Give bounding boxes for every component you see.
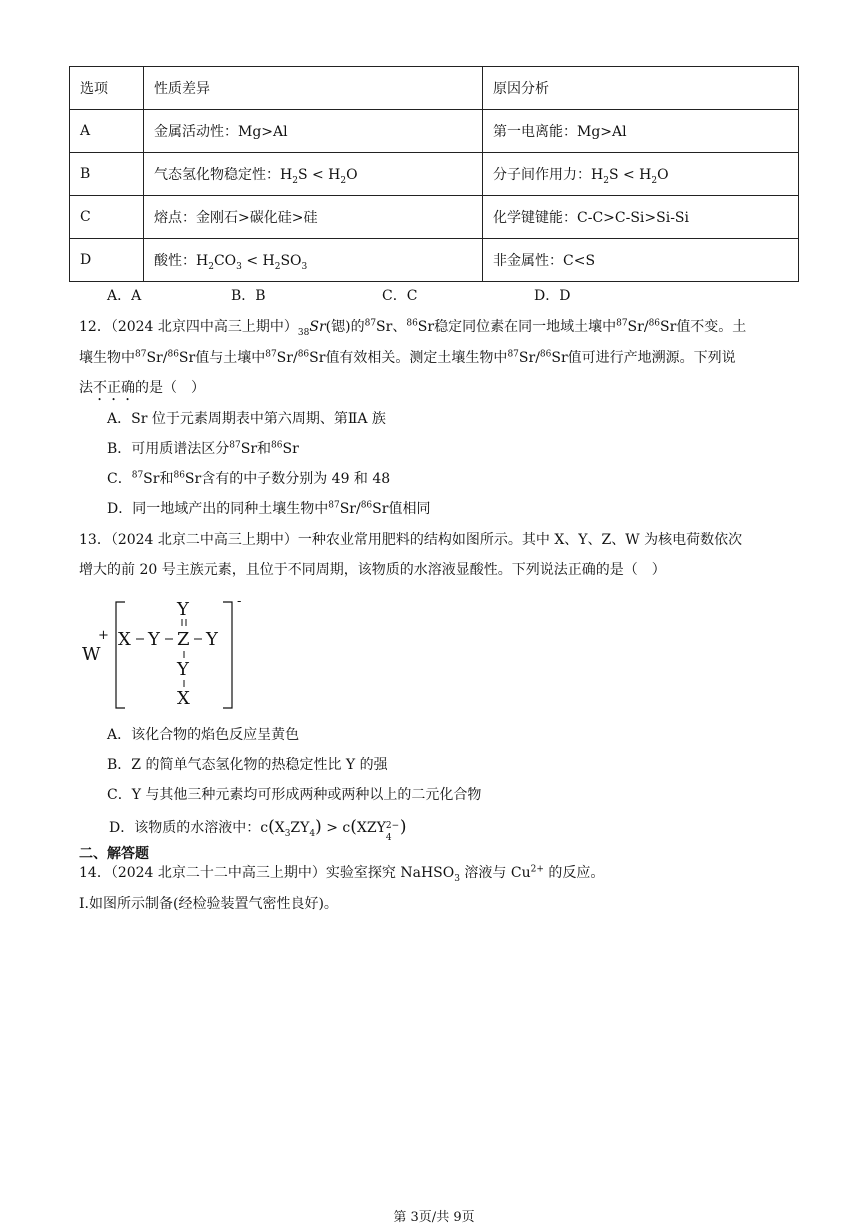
table-cell-property: 气态氢化物稳定性：$H_2S < H_2O$ — [144, 153, 483, 196]
atom-x-bottom: X — [177, 688, 190, 709]
q13-stem-line2: 增大的前 20 号主族元素，且位于不同周期，该物质的水溶液显酸性。下列说法正确的是（ ） — [79, 562, 666, 578]
table-cell-property: 熔点：金刚石>碳化硅>硅 — [144, 196, 483, 239]
table-cell-option: B — [70, 153, 144, 196]
q13-option-c: C．Y 与其他三种元素均可形成两种或两种以上的二元化合物 — [107, 787, 482, 803]
q12-option-b: B．可用质谱法区分$^{87}$Sr和$^{86}$Sr — [107, 440, 299, 457]
q11-choice-d: D．D — [534, 288, 571, 304]
table-cell-property: 酸性：$H_2CO_3 < H_2SO_3$ — [144, 239, 483, 282]
q12-stem-line3: 法不正确的是（ ） — [79, 380, 205, 396]
cation-charge: + — [98, 628, 109, 643]
anion-charge: - — [237, 594, 242, 609]
q14-stem-line1: 14．（2024 北京二十二中高三上期中）实验室探究 NaHSO$_3$ 溶液与 $Cu^{2+}$ 的反应。 — [79, 864, 605, 884]
bracket-lines — [80, 598, 260, 713]
atom-w: W — [82, 644, 101, 665]
table-header-row — [70, 67, 799, 110]
table-row — [70, 196, 799, 239]
table-cell-option: D — [70, 239, 144, 282]
atom-z: Z — [177, 629, 190, 650]
q11-choice-b: B．B — [231, 288, 266, 304]
q11-choice-c: C．C — [382, 288, 418, 304]
q12-option-d: D．同一地域产出的同种土壤生物中$^{87}$Sr/$^{86}$Sr值相同 — [107, 500, 431, 517]
table-cell-option: A — [70, 110, 144, 153]
table-cell-property: 金属活动性：Mg>Al — [144, 110, 483, 153]
table-header-cell: 性质差异 — [144, 67, 483, 110]
atom-y-right: Y — [206, 629, 218, 650]
table-cell-reason: 非金属性：C<S — [483, 239, 799, 282]
q13-option-b: B．Z 的简单气态氢化物的热稳定性比 Y 的强 — [107, 757, 388, 773]
atom-y-bottom: Y — [177, 659, 189, 680]
table-cell-reason: 分子间作用力：$H_2S < H_2O$ — [483, 153, 799, 196]
table-cell-reason: 第一电离能：Mg>Al — [483, 110, 799, 153]
molecular-structure-diagram — [80, 594, 260, 713]
table-header-cell: 选项 — [70, 67, 144, 110]
table-cell-option: C — [70, 196, 144, 239]
q12-option-c: C．$^{87}$Sr和$^{86}$Sr含有的中子数分别为 49 和 48 — [107, 470, 391, 487]
table-header-cell: 原因分析 — [483, 67, 799, 110]
section-heading: 二、解答题 — [79, 846, 149, 862]
q11-choice-a: A．A — [107, 288, 142, 304]
q13-stem-line1: 13．（2024 北京二中高三上期中）一种农业常用肥料的结构如图所示。其中 X、Y、Z、W 为核电荷数依次 — [79, 532, 743, 548]
property-comparison-table — [69, 66, 799, 282]
atom-x-left: X — [118, 629, 131, 650]
atom-y-left: Y — [148, 629, 160, 650]
q12-stem-line1: 12．（2024 北京四中高三上期中）$_{38}Sr$(锶)的$^{87}$Sr、$^{86}$Sr稳定同位素在同一地域土壤中$^{87}$Sr/$^{86}$Sr值不变。土 — [79, 318, 747, 338]
q12-stem-line2: 壤生物中$^{87}$Sr/$^{86}$Sr值与土壤中$^{87}$Sr/$^{86}$Sr值有效相关。测定土壤生物中$^{87}$Sr/$^{86}$Sr值可进行产地溯源。下列说 — [79, 349, 736, 366]
table-row — [70, 110, 799, 153]
q12-option-a: A．Sr 位于元素周期表中第六周期、第ⅡA 族 — [107, 411, 386, 427]
atom-y-top: Y — [177, 599, 189, 620]
table-row — [70, 239, 799, 282]
q13-option-a: A．该化合物的焰色反应呈黄色 — [107, 727, 300, 743]
table-cell-reason: 化学键键能：C-C>C-Si>Si-Si — [483, 196, 799, 239]
q14-stem-line2: Ⅰ.如图所示制备(经检验装置气密性良好)。 — [79, 896, 338, 912]
q13-option-d: D．该物质的水溶液中：$c(X_3ZY_4) > c(XZY$ 2− 4 ) — [109, 817, 407, 843]
table-row — [70, 153, 799, 196]
page-number-footer: 第 3页/共 9页 — [393, 1210, 475, 1225]
